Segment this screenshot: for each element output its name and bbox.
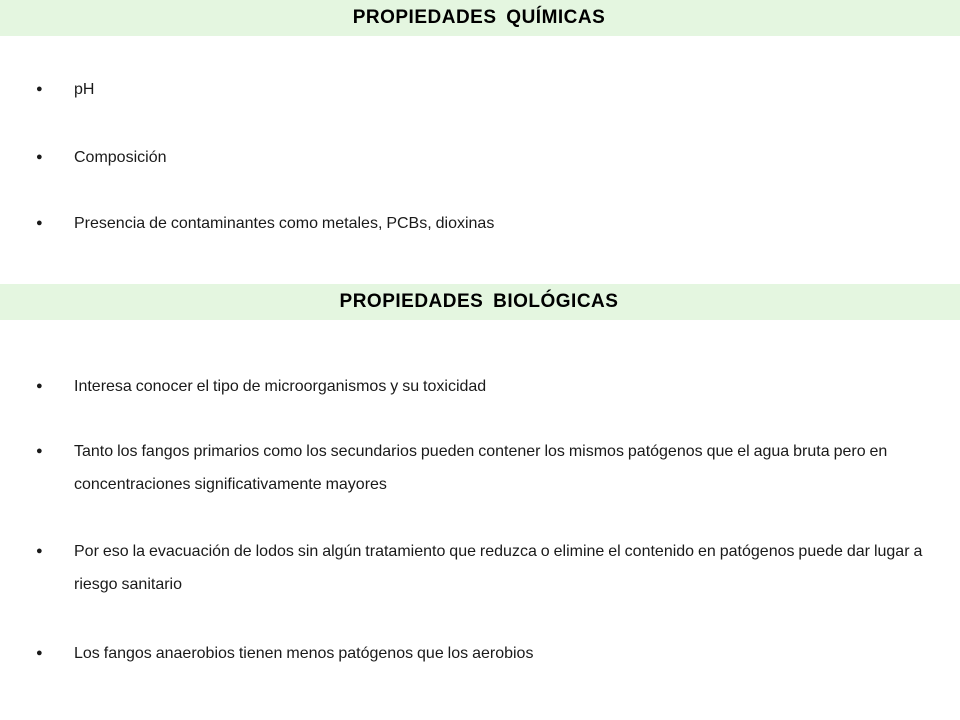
section-header-biologicas (0, 284, 960, 320)
bullet-dot: ● (36, 151, 43, 163)
bullet-text: pH (74, 81, 95, 98)
bullet-text: Presencia de contaminantes como metales, PCBs, dioxinas (74, 215, 495, 232)
bullet-dot: ● (36, 217, 43, 229)
bullet-dot: ● (36, 380, 43, 392)
bullet-text: Composición (74, 149, 167, 166)
bullet-text: Los fangos anaerobios tienen menos patógenos que los aerobios (74, 645, 534, 662)
section-title-quimicas: PROPIEDADES QUÍMICAS (352, 7, 606, 28)
bullet-text: Por eso la evacuación de lodos sin algún tratamiento que reduzca o elimine el contenido en patógenos puede dar lugar a riesgo sanitario (74, 543, 923, 593)
bullet-dot: ● (36, 545, 43, 557)
bullet-text: Interesa conocer el tipo de microorganismos y su toxicidad (74, 378, 487, 395)
section-title-biologicas: PROPIEDADES BIOLÓGICAS (339, 291, 619, 312)
bullet-text: Tanto los fangos primarios como los secundarios pueden contener los mismos patógenos que el agua bruta pero en concentraciones significativamente mayores (74, 443, 888, 493)
bullet-dot: ● (36, 83, 43, 95)
section-header-quimicas (0, 0, 960, 36)
bullet-dot: ● (36, 647, 43, 659)
bullet-dot: ● (36, 445, 43, 457)
